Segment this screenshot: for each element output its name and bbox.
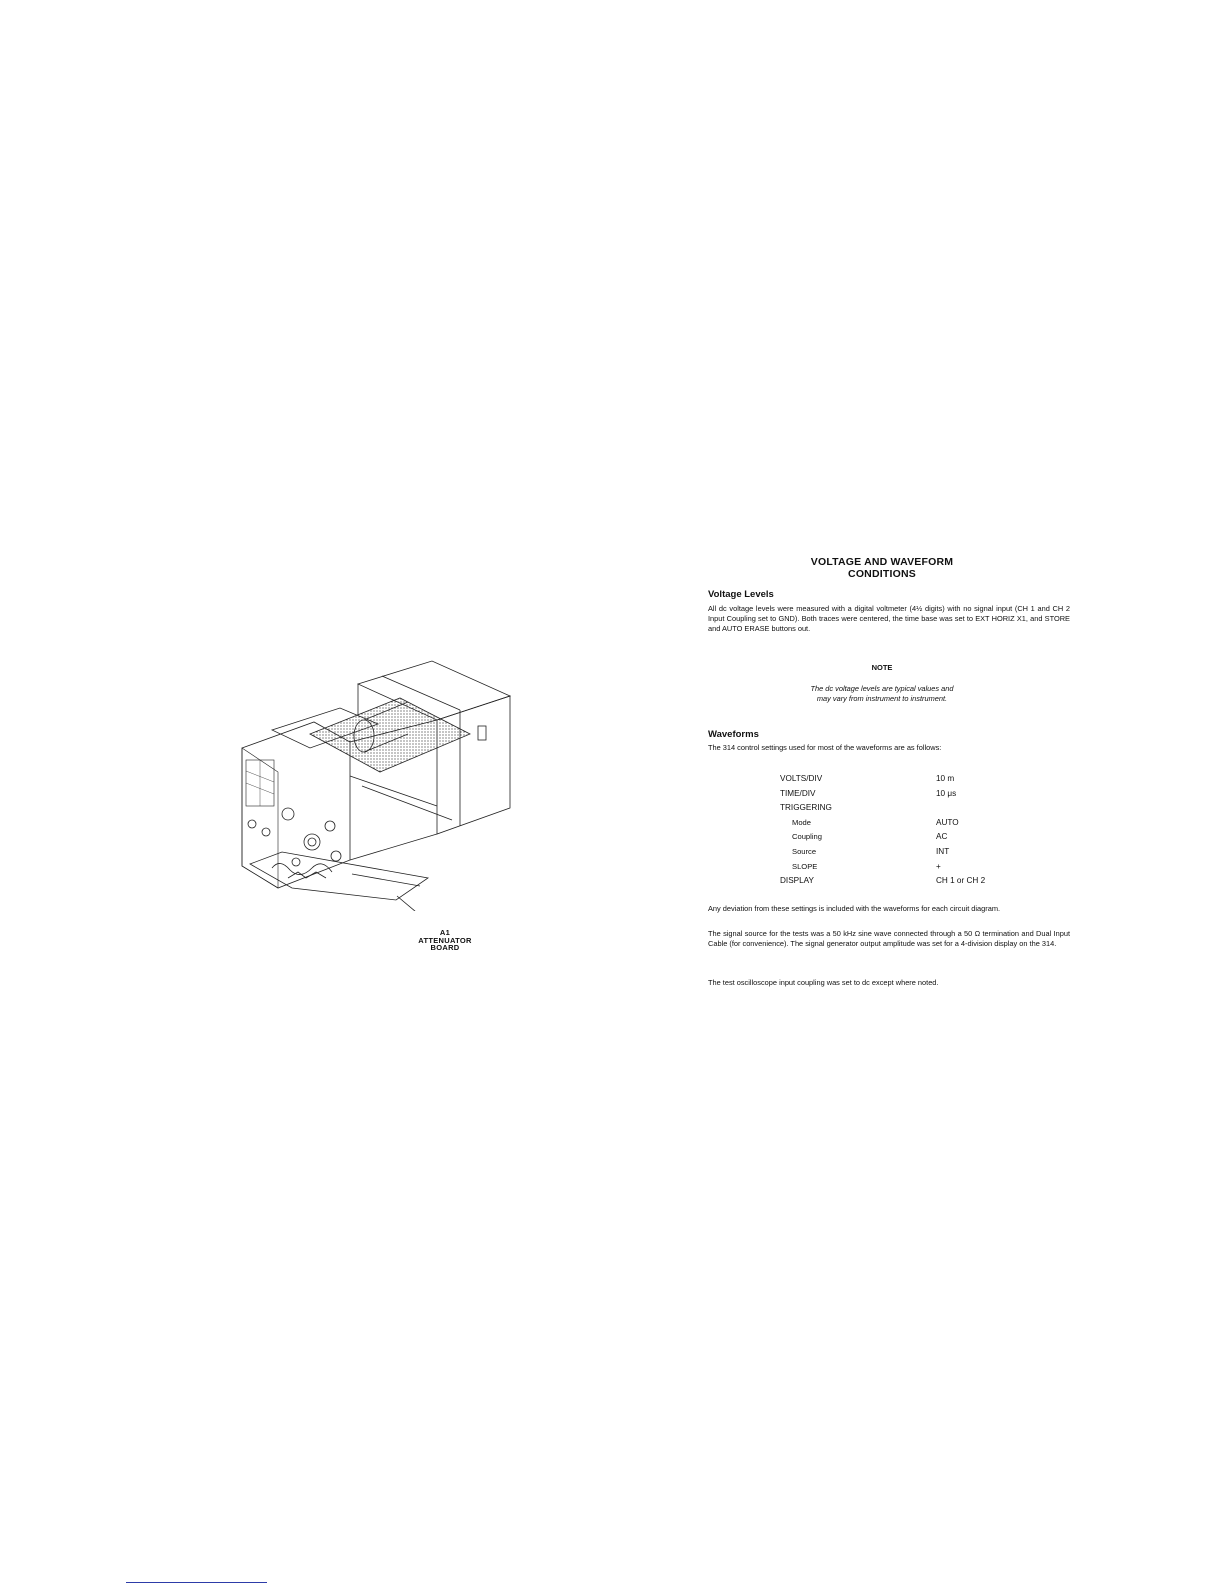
setting-value: + (936, 861, 941, 871)
setting-name: Source (792, 846, 817, 856)
setting-row (780, 830, 1040, 845)
setting-row (780, 845, 1040, 860)
note-line-1: The dc voltage levels are typical values and (810, 684, 954, 693)
setting-row (780, 787, 1040, 802)
control-settings-table (780, 772, 1040, 889)
setting-value: AUTO (936, 817, 959, 827)
page-title (782, 556, 982, 580)
setting-name: Mode (792, 817, 811, 827)
setting-value: 10 μs (936, 788, 957, 798)
setting-row (780, 860, 1040, 875)
setting-name: VOLTS/DIV (780, 774, 823, 783)
callout-line-2: ATTENUATOR (418, 935, 472, 945)
right-page (612, 0, 1224, 1584)
voltage-levels-heading: Voltage Levels (708, 589, 774, 600)
title-line-2: CONDITIONS (848, 568, 916, 580)
callout-line-1: A1 (439, 928, 451, 937)
setting-value: CH 1 or CH 2 (936, 876, 986, 886)
setting-row (780, 772, 1040, 787)
note-heading: NOTE (871, 663, 893, 672)
callout-line-3: BOARD (430, 943, 460, 952)
setting-name: TRIGGERING (780, 803, 832, 813)
setting-row (780, 816, 1040, 831)
note-line-2: may vary from instrument to instrument. (816, 694, 948, 704)
signal-source-paragraph: The signal source for the tests was a 50 kHz sine wave connected through a 50 Ω termination and Dual Input Cable (for convenience). The signal generator output amplitude was set for a 4-division display on the 314. (708, 929, 1070, 949)
callout-label (395, 929, 495, 952)
settings-intro: The 314 control settings used for most of the waveforms are as follows: (708, 743, 942, 752)
setting-value: AC (936, 832, 948, 842)
setting-name: TIME/DIV (780, 788, 816, 798)
setting-name: DISPLAY (780, 876, 814, 886)
title-line-1: VOLTAGE AND WAVEFORM (810, 556, 954, 568)
voltage-levels-paragraph: All dc voltage levels were measured with a digital voltmeter (4½ digits) with no signal input (CH 1 and CH 2 Input Coupling set to GND). Both traces were centered, the time base was set to EXT HORIZ X1, and STORE and AUTO ERASE buttons out. (708, 604, 1070, 634)
setting-row (780, 874, 1040, 889)
test-oscilloscope-paragraph: The test oscilloscope input coupling was set to dc except where noted. (708, 978, 939, 987)
note-body (782, 684, 982, 705)
waveforms-heading: Waveforms (708, 729, 759, 740)
setting-value: INT (936, 846, 950, 856)
setting-name: Coupling (792, 832, 822, 842)
oscilloscope-chassis-illustration (232, 656, 522, 911)
deviation-paragraph: Any deviation from these settings is included with the waveforms for each circuit diagram. (708, 904, 1001, 913)
bottom-rule (126, 1582, 267, 1583)
setting-name: SLOPE (792, 861, 818, 871)
setting-row (780, 801, 1040, 816)
setting-value: 10 m (936, 774, 955, 783)
